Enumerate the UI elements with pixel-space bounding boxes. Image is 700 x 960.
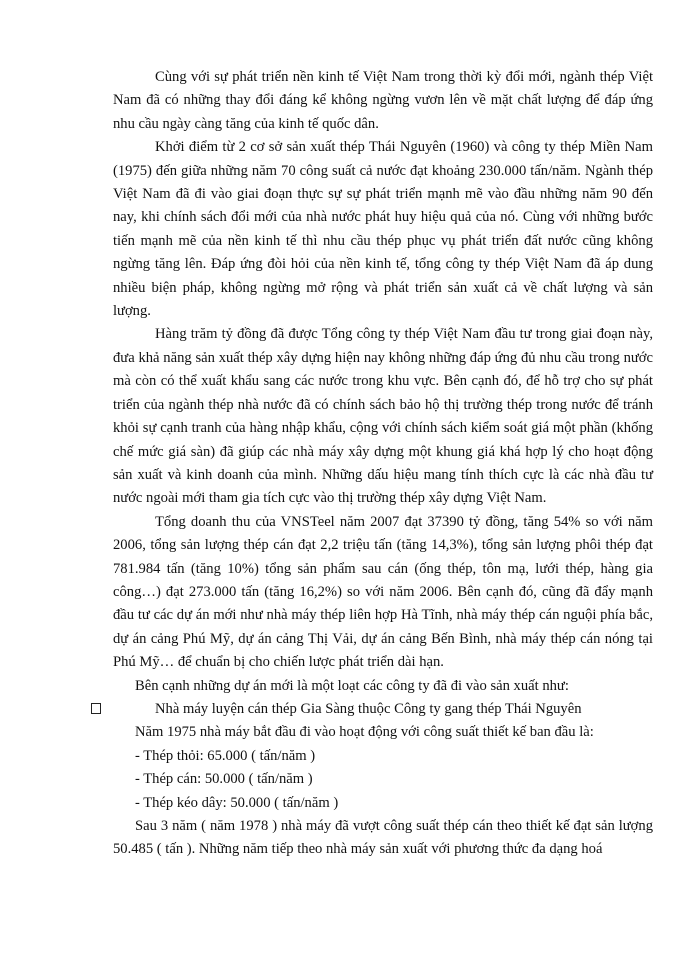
capacity-item-ingot: - Thép thỏi: 65.000 ( tấn/năm ) xyxy=(135,747,316,764)
paragraph-revenue: Tổng doanh thu của VNSTeel năm 2007 đạt 37390 tỷ đồng, tăng 54% so với năm 2006, tổng sản lượng thép cán đạt 2,2 triệu tấn (tăng 14,3%), tổng sản lượng phôi thép đạt 781.984 tấn (tăng 10%) tổng sản phẩm sau cán (ống thép, tôn mạ, lưới thép, hàng gia công…) đạt 273.000 tấn (tăng 16,2%) so với năm 2006. Bên cạnh đó, cũng đã đẩy mạnh đầu tư các dự án mới như nhà máy thép liên hợp Hà Tĩnh, nhà máy thép cán nguội phía bắc, dự án cảng Phú Mỹ, dự án cảng Thị Vải, dự án cảng Bến Bình, nhà máy thép cán nóng tại Phú Mỹ… để chuẩn bị cho chiến lược phát triển dài hạn. xyxy=(113,513,653,671)
paragraph-history: Khởi điểm từ 2 cơ sở sản xuất thép Thái Nguyên (1960) và công ty thép Miền Nam (1975) đến giữa những năm 70 công suất cả nước đạt khoảng 230.000 tấn/năm. Ngành thép Việt Nam đã đi vào giai đoạn thực sự sự phát triển mạnh mẽ vào đầu những năm 90 đến nay, khi chính sách đổi mới của nhà nước phát huy hiệu quả của nó. Cùng với những bước tiến mạnh mẽ của nền kinh tế thì nhu cầu thép phục vụ phát triển đất nước cũng không ngừng tăng lên. Đáp ứng đòi hỏi của nền kinh tế, tổng công ty thép Việt Nam đã áp dung nhiều biện pháp, không ngừng mở rộng và phát triển sản xuất cả về chất lượng và sản lượng. xyxy=(113,139,653,320)
bullet-item-gia-sang xyxy=(113,698,653,721)
capacity-item-wire: - Thép kéo dây: 50.000 ( tấn/năm ) xyxy=(135,794,339,811)
paragraph-companies-intro: Bên cạnh những dự án mới là một loạt các công ty đã đi vào sản xuất như: xyxy=(135,677,569,694)
empty-square-bullet-icon xyxy=(91,703,101,714)
capacity-item-rolled: - Thép cán: 50.000 ( tấn/năm ) xyxy=(135,771,313,788)
paragraph-intro: Cùng với sự phát triển nền kinh tế Việt Nam trong thời kỳ đổi mới, ngành thép Việt Nam đã có những thay đổi đáng kể không ngừng vươn lên về mặt chất lượng để đáp ứng nhu cầu ngày càng tăng của kinh tế quốc dân. xyxy=(113,69,653,132)
paragraph-investment: Hàng trăm tỷ đồng đã được Tổng công ty thép Việt Nam đầu tư trong giai đoạn này, đưa khả năng sản xuất thép xây dựng hiện nay không những đáp ứng đủ nhu cầu trong nước mà còn có thể xuất khẩu sang các nước trong khu vực. Bên cạnh đó, để hỗ trợ cho sự phát triển của ngành thép nhà nước đã có chính sách bảo hộ thị trường thép trong nước để tránh khỏi sự cạnh tranh của hàng nhập khẩu, cộng với chính sách kiểm soát giá một phần (khống chế mức giá sàn) đã giúp các nhà máy xây dựng một khung giá khá hợp lý cho hoạt động sản xuất và kinh doanh của mình. Những dấu hiệu mang tính thích cực là các nhà đầu tư nước ngoài mới tham gia tích cực vào thị trường thép xây dựng Việt Nam. xyxy=(113,326,653,507)
paragraph-closing: Sau 3 năm ( năm 1978 ) nhà máy đã vượt công suất thép cán theo thiết kế đạt sản lượng 50.485 ( tấn ). Những năm tiếp theo nhà máy sản xuất với phương thức đa dạng hoá xyxy=(113,818,653,858)
bullet-text: Nhà máy luyện cán thép Gia Sàng thuộc Công ty gang thép Thái Nguyên xyxy=(155,700,582,717)
capacity-intro: Năm 1975 nhà máy bắt đầu đi vào hoạt động với công suất thiết kế ban đầu là: xyxy=(135,724,594,741)
document-page xyxy=(113,66,653,862)
